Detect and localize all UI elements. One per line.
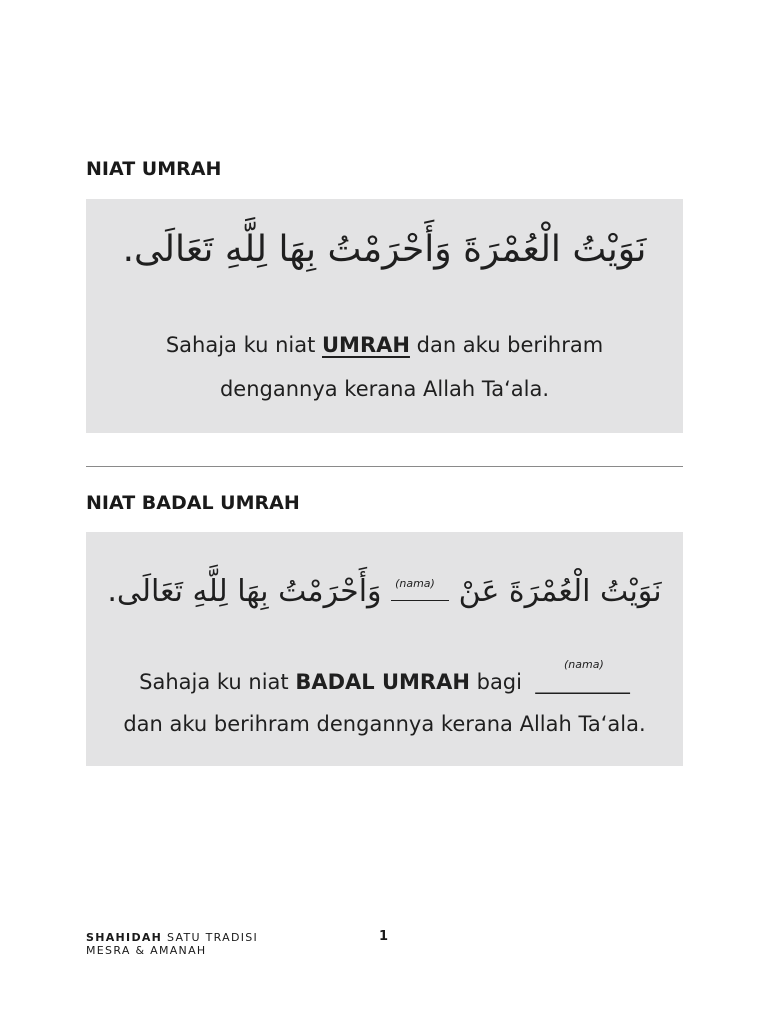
malay-text: Sahaja ku niat: [139, 670, 296, 694]
name-blank-line: [391, 600, 449, 601]
section-title-niat-umrah: NIAT UMRAH: [86, 158, 222, 180]
page-number: 1: [379, 929, 389, 944]
malay-name-blank: _________: [535, 670, 630, 694]
emphasis-badal-umrah: BADAL UMRAH: [295, 670, 470, 694]
malay-niat-badal-line1: [86, 670, 683, 694]
footer-brand-name: SHAHIDAH: [86, 931, 163, 944]
malay-text: Sahaja ku niat: [165, 333, 322, 357]
malay-text: bagi: [469, 670, 529, 694]
section-divider: [86, 466, 683, 467]
footer-tagline-1: SATU TRADISI: [162, 931, 259, 944]
arabic-niat-badal-umrah: [86, 574, 683, 609]
malay-text: dan aku berihram: [409, 333, 604, 357]
malay-niat-badal-line2: dan aku berihram dengannya kerana Allah Ta‘ala.: [123, 712, 646, 736]
malay-name-label: (nama): [564, 658, 604, 671]
footer-brand: [86, 931, 258, 957]
section-title-niat-badal-umrah: NIAT BADAL UMRAH: [86, 492, 300, 514]
niat-umrah-box: [86, 199, 683, 433]
emphasis-umrah: UMRAH: [322, 333, 410, 357]
niat-badal-umrah-box: [86, 532, 683, 766]
name-label: (nama): [395, 577, 435, 590]
arabic-part1: نَوَيْتُ الْعُمْرَةَ عَنْ: [458, 574, 662, 609]
malay-niat-umrah-line1: [86, 333, 683, 357]
arabic-niat-umrah: نَوَيْتُ الْعُمْرَةَ وَأَحْرَمْتُ بِهَا لِلَّهِ تَعَالَى.: [122, 229, 647, 270]
footer-tagline-2: MESRA & AMANAH: [86, 944, 207, 957]
malay-niat-umrah-line2: dengannya kerana Allah Ta‘ala.: [219, 377, 550, 401]
name-blank: [391, 579, 449, 601]
arabic-part2: وَأَحْرَمْتُ بِهَا لِلَّهِ تَعَالَى.: [107, 574, 382, 609]
